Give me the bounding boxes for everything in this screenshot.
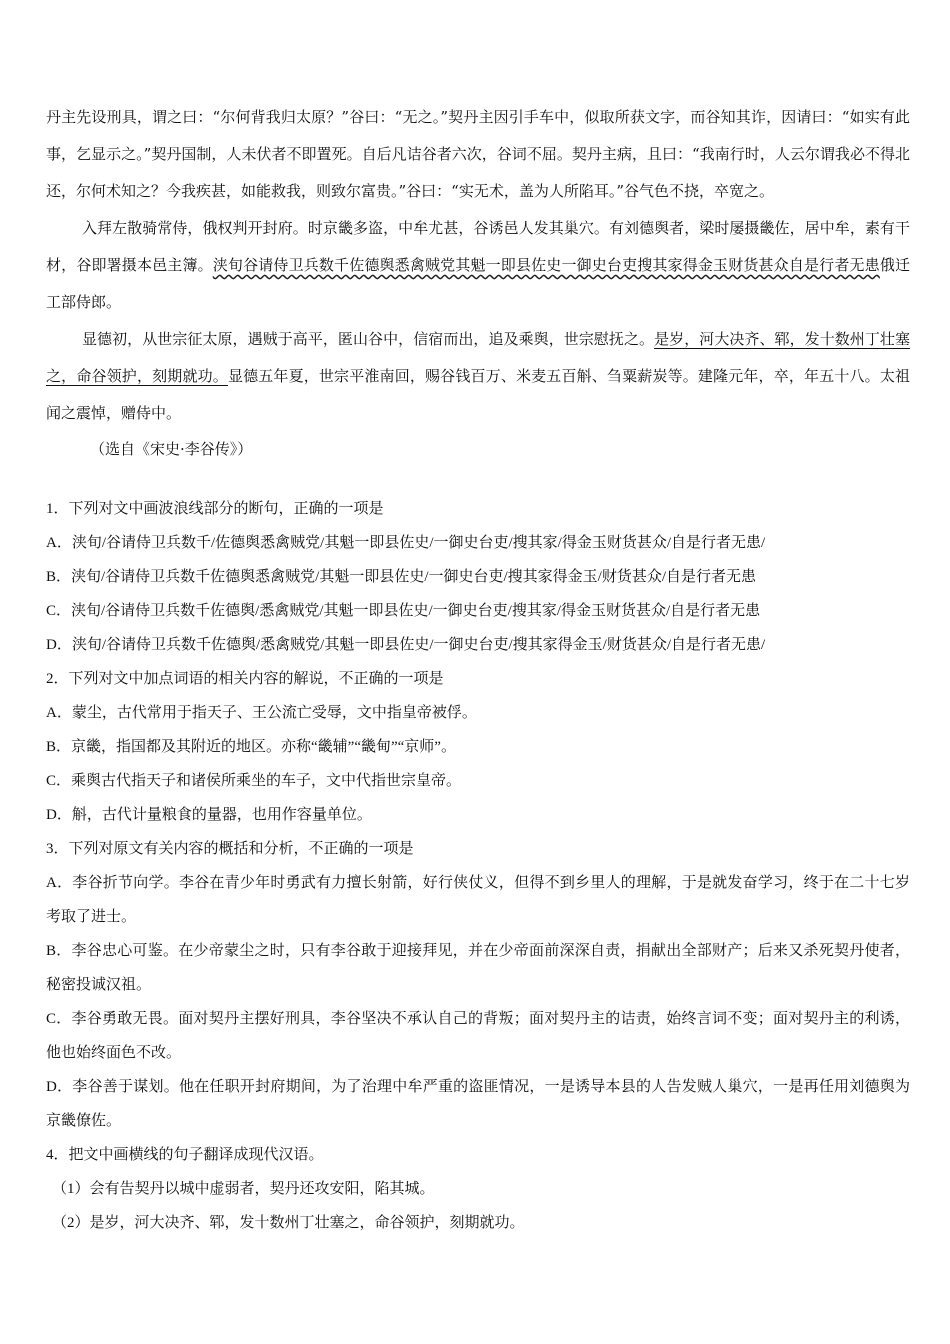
question-3-option-c: C．李谷勇敢无畏。面对契丹主摆好刑具，李谷坚决不承认自己的背叛；面对契丹主的诘责，始终言词不变；面对契丹主的利诱，他也始终面色不改。: [46, 1011, 910, 1061]
paragraph-3-tail: 显德五年夏，世宗平淮南回，赐谷钱百万、米麦五百斛、刍粟薪炭等。建隆元年，卒，年五十八。太祖闻之震悼，赠侍中。: [46, 367, 910, 422]
paragraph-2-text: 入拜左散骑常侍，俄权判开封府。时京畿多盗，中牟尤甚，谷诱邑人发其巢穴。有刘德舆者，梁时屡摄畿佐，居中牟，素有干材，谷即署摄本邑主簿。: [46, 219, 910, 274]
questions-section: [46, 492, 910, 1240]
question-2-option-c: C．乘舆古代指天子和诸侯所乘坐的车子，文中代指世宗皇帝。: [46, 773, 462, 789]
wavy-underlined-sentence: 浃旬谷请侍卫兵数千佐德舆悉禽贼党其魁一即县佐史一御史台吏搜其家得金玉财货甚众自是行者无患: [212, 256, 880, 274]
paragraph-2-tail: 俄迁工部侍郎。: [46, 256, 910, 311]
question-4-item-1: （1）会有告契丹以城中虚弱者，契丹还攻安阳，陷其城。: [52, 1181, 435, 1197]
question-3-option-a: A．李谷折节向学。李谷在青少年时勇武有力擅长射箭，好行侠仗义，但得不到乡里人的理解，于是就发奋学习，终于在二十七岁考取了进士。: [46, 875, 910, 925]
question-1-option-b: B．浃旬/谷请侍卫兵数千佐德舆悉禽贼党/其魁一即县佐史/一御史台吏/搜其家得金玉/财货甚众/自是行者无患: [46, 569, 757, 585]
question-2-option-b: B．京畿，指国都及其附近的地区。亦称“畿辅”“畿甸”“京师”。: [46, 739, 456, 755]
question-1-option-c: C．浃旬/谷请侍卫兵数千佐德舆/悉禽贼党/其魁一即县佐史/一御史台吏/搜其家/得金玉财货甚众/自是行者无患: [46, 603, 761, 619]
question-1-option-a: A．浃旬/谷请侍卫兵数千/佐德舆悉禽贼党/其魁一即县佐史/一御史台吏/搜其家/得金玉财货甚众/自是行者无患/: [46, 535, 766, 551]
question-3-option-d: D．李谷善于谋划。他在任职开封府期间，为了治理中牟严重的盗匪情况，一是诱导本县的人告发贼人巢穴，一是再任用刘德舆为京畿僚佐。: [46, 1079, 910, 1129]
question-3-option-b: B．李谷忠心可鉴。在少帝蒙尘之时，只有李谷敢于迎接拜见，并在少帝面前深深自责，捐献出全部财产；后来又杀死契丹使者，秘密投诚汉祖。: [46, 943, 910, 993]
question-4-stem: 4．把文中画横线的句子翻译成现代汉语。: [46, 1147, 324, 1163]
source-citation: （选自《宋史·李谷传》）: [90, 440, 253, 458]
paragraph-1: 丹主先设刑具，谓之曰：“尔何背我归太原？”谷曰：“无之。”契丹主因引手车中，似取所获文字，而谷知其诈，因请曰：“如实有此事，乞显示之。”契丹国制，人未伏者不即置死。自后凡诘谷者六次，谷词不屈。契丹主病，且曰：“我南行时，人云尔谓我必不得北还，尔何术知之？今我疾甚，如能救我，则致尔富贵。”谷曰：“实无术，盖为人所陷耳。”谷气色不挠，卒宽之。: [46, 108, 910, 200]
question-3-stem: 3．下列对原文有关内容的概括和分析，不正确的一项是: [46, 841, 414, 857]
question-4-item-2: （2）是岁，河大决齐、郓，发十数州丁壮塞之，命谷领护，刻期就功。: [52, 1215, 525, 1231]
underlined-sentence: 是岁，河大决齐、郓，发十数州丁壮塞之，命谷领护，刻期就功。: [46, 330, 910, 385]
paragraph-3: [46, 321, 910, 432]
question-2-option-a: A．蒙尘，古代常用于指天子、王公流亡受辱，文中指皇帝被俘。: [46, 705, 477, 721]
classical-passage: [46, 99, 910, 466]
question-2-option-d: D．斛，古代计量粮食的量器，也用作容量单位。: [46, 807, 372, 823]
paragraph-3-text: 显德初，从世宗征太原，遇贼于高平，匿山谷中，信宿而出，追及乘舆，世宗慰抚之。: [82, 330, 655, 348]
question-1-option-d: D．浃旬/谷请侍卫兵数千佐德舆/悉禽贼党/其魁一即县佐史/一御史台吏/搜其家得金玉/财货甚众/自是行者无患/: [46, 637, 766, 653]
paragraph-2: [46, 210, 910, 321]
question-2-stem: 2．下列对文中加点词语的相关内容的解说，不正确的一项是: [46, 671, 444, 687]
question-1-stem: 1．下列对文中画波浪线部分的断句，正确的一项是: [46, 501, 384, 517]
